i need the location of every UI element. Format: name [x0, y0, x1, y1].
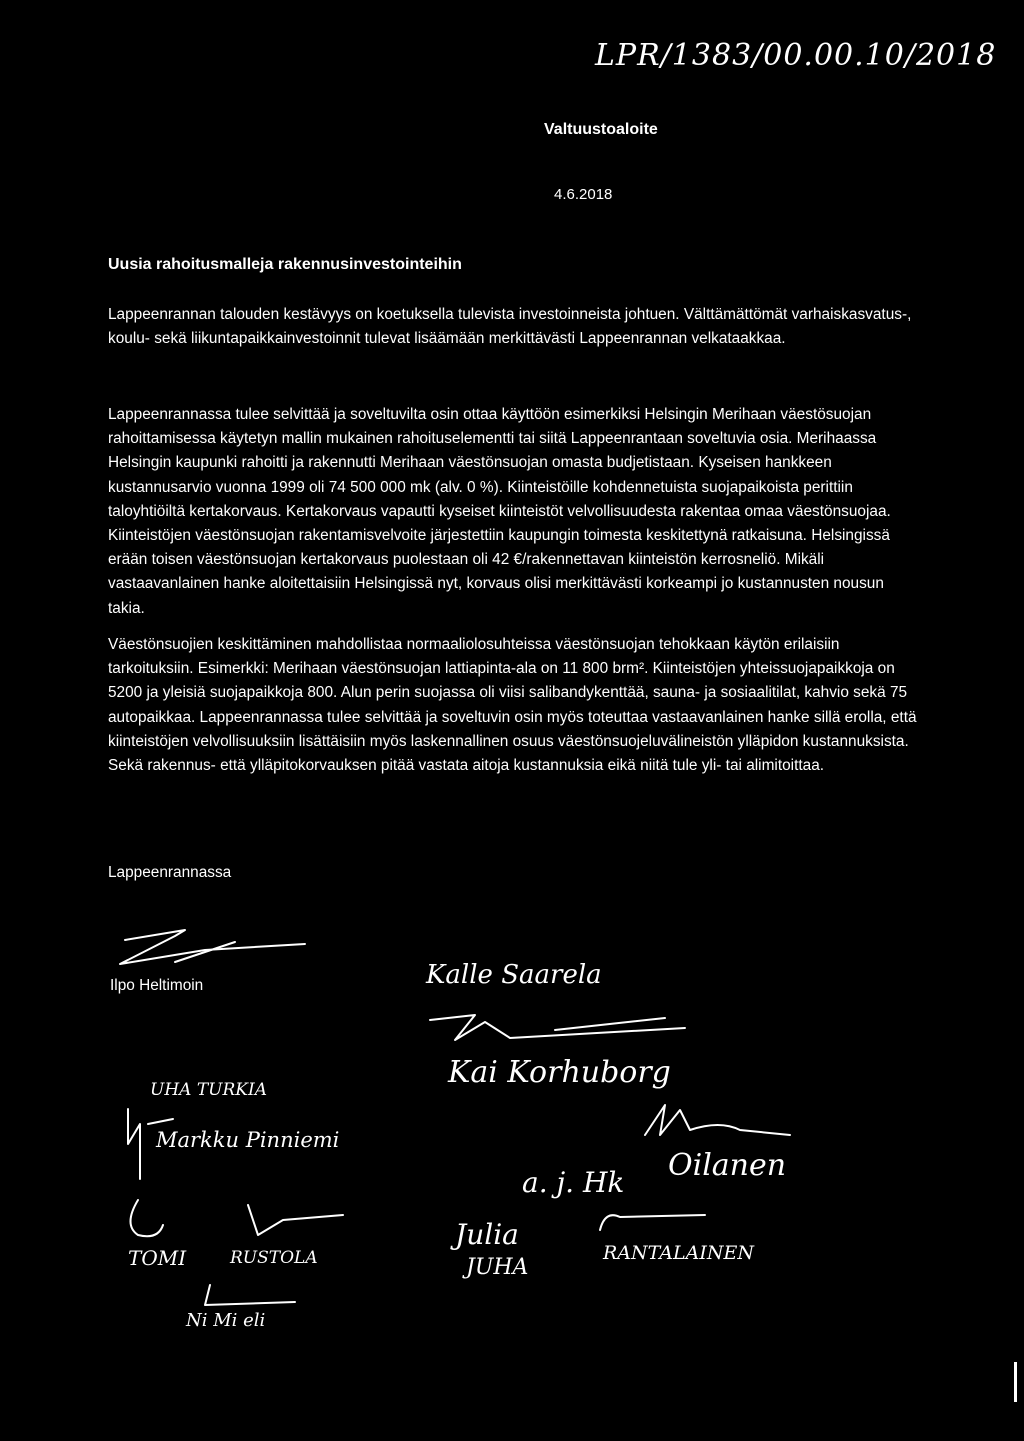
paragraph-2: Lappeenrannassa tulee selvittää ja soveltuvilta osin ottaa käyttöön esimerkiksi Helsingin Merihaan väestösuojan rahoittamisessa käytetyn mallin mukainen rahoituselementti tai siitä Lappeenrantaan soveltuvia osia. Merihaassa Helsingin kaupunki rahoitti ja rakennutti Merihaan väestönsuojan omasta budjetistaan. Kyseisen hankkeen kustannusarvio vuonna 1999 oli 74 500 000 mk (alv. 0 %). Kiinteistöille kohdennetuista suojapaikoista perittiin taloyhtiöiltä kertakorvaus. Kertakorvaus vapautti kyseiset kiinteistöt velvollisuudesta rakentaa omaa väestönsuojaa. Kiinteistöjen väestönsuojan rakentamisvelvoite järjestettiin kaupungin toimesta keskitettynä ratkaisuna. Helsingissä erään toisen väestönsuojan kertakorvaus puolestaan oli 42 €/rakennettavan kiinteistön kerrosneliö. Mikäli vastaavanlainen hanke aloitettaisiin Helsingissä nyt, korvaus olisi merkittävästi korkeampi jo kustannusten nousun takia.	[108, 406, 891, 617]
signature-scrawl-2	[640, 1100, 800, 1145]
signature-tomi: TOMI	[128, 1246, 187, 1270]
signature-rantalainen: RANTALAINEN	[603, 1242, 754, 1264]
document-title: Uusia rahoitusmalleja rakennusinvestointeihin	[108, 256, 462, 273]
signature-ilpo-heltimoinen	[115, 922, 310, 972]
reference-number: LPR/1383/00.00.10/2018	[595, 38, 997, 73]
paragraph-3: Väestönsuojien keskittäminen mahdollistaa normaaliolosuhteissa väestönsuojan tehokkaan käytön erilaisiin tarkoituksiin. Esimerkki: Merihaan väestönsuojan lattiapinta-ala on 11 800 brm². Kiinteistöjen yhteissuojapaikkoja on 5200 ja yleisiä suojapaikkoja 800. Alun perin suojassa oli viisi salibandykenttää, sauna- ja sosiaalitilat, kahvio sekä 75 autopaikkaa. Lappeenrannassa tulee selvittää ja soveltuvin osin myös toteuttaa vastaavanlainen hanke sillä erolla, että kiinteistöjen velvollisuuksiin lisättäisiin myös laskennallinen osuus väestönsuojeluvälineistön ylläpidon kustannuksista. Sekä rakennus- että ylläpitokorvauksen pitää vastata aitoja kustannuksia eikä niitä tule yli- tai alimitoittaa.	[108, 636, 917, 775]
signature-kalle-saarela: Kalle Saarela	[426, 960, 602, 990]
scan-edge-mark	[1014, 1362, 1017, 1402]
signature-kai-korhuborg: Kai Korhuborg	[448, 1055, 671, 1090]
signature-final-stroke	[200, 1280, 300, 1310]
signature-scrawl	[425, 1010, 695, 1050]
signing-place: Lappeenrannassa	[108, 864, 232, 881]
signature-juha: JUHA	[466, 1255, 529, 1280]
signature-aj-hk: a. j. Hk	[522, 1166, 625, 1199]
signature-julia: Julia	[455, 1218, 519, 1251]
signature-rustola: RUSTOLA	[230, 1248, 318, 1268]
document-type: Valtuustoaloite	[544, 121, 658, 138]
signature-rantalainen-stroke	[590, 1205, 710, 1235]
signature-markku-pinniemi: Markku Pinniemi	[156, 1128, 340, 1152]
paragraph-1: Lappeenrannan talouden kestävyys on koetuksella tulevista investoinneista johtuen. Välttämättömät varhaiskasvatus-, koulu- sekä liikuntapaikkainvestoinnit tulevat lisäämään merkittävästi Lappeenrannan velkataakkaa.	[108, 306, 912, 348]
signature-oilanen: Oilanen	[668, 1148, 787, 1183]
signature-nimi-eli: Ni Mi eli	[186, 1310, 266, 1331]
signature-tomi-mark	[118, 1195, 348, 1245]
primary-signer-name: Ilpo Heltimoin	[110, 977, 204, 994]
document-date: 4.6.2018	[554, 186, 613, 203]
signature-uha-turkia: UHA TURKIA	[150, 1080, 267, 1100]
